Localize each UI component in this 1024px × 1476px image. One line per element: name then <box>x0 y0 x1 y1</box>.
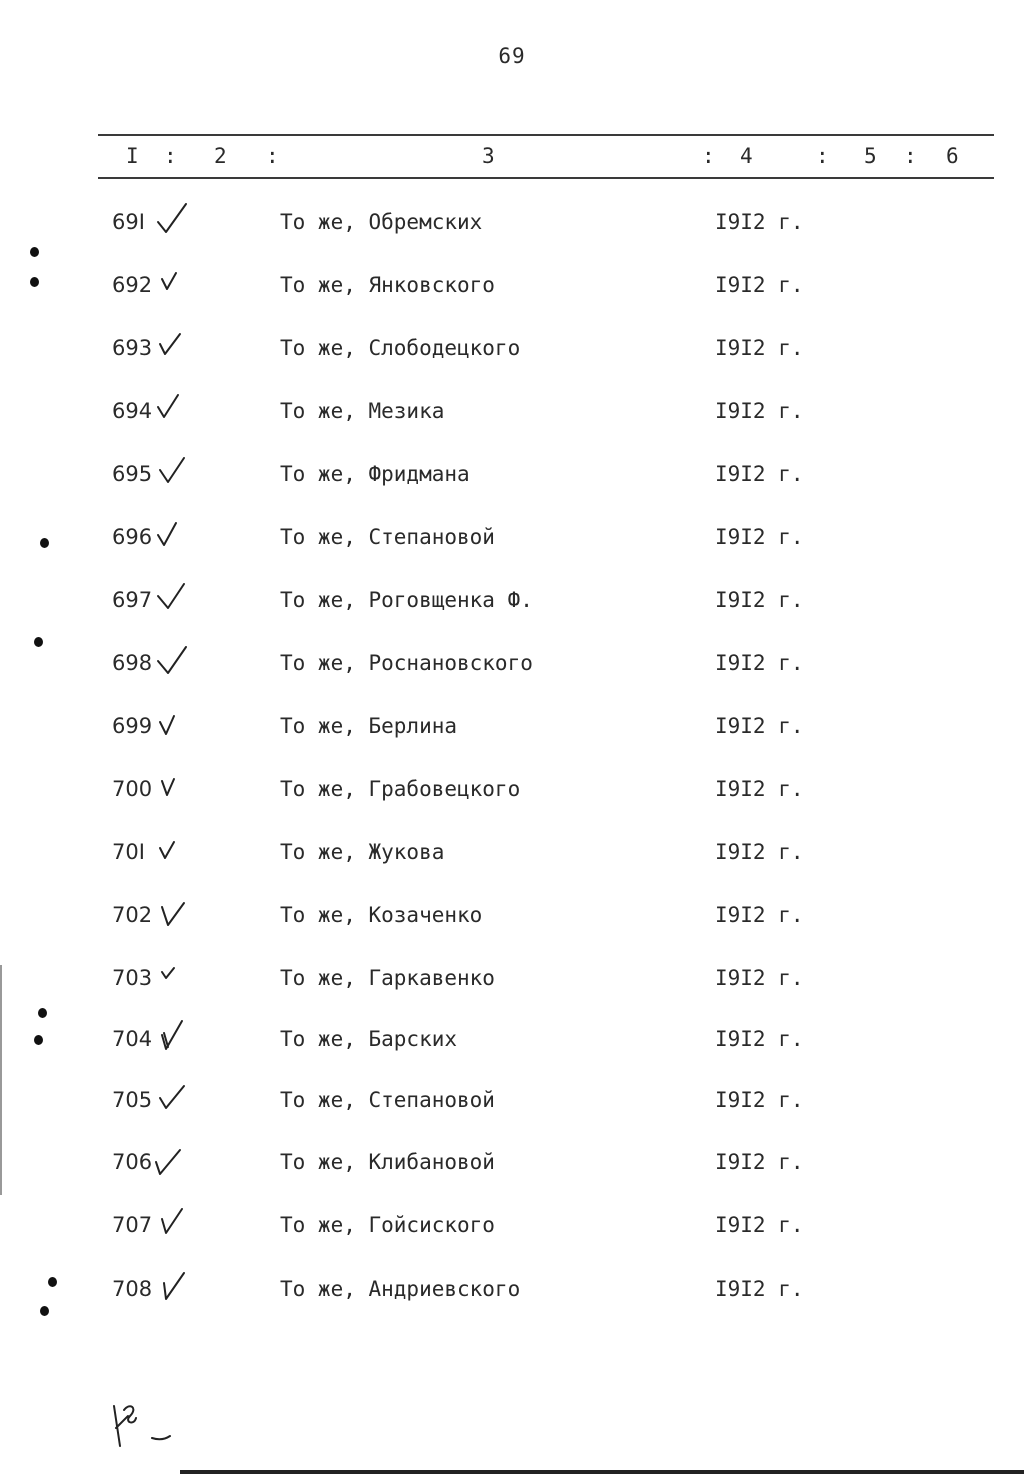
header-separator: : <box>164 144 177 168</box>
record-description: То же, Андриевского <box>280 1277 521 1301</box>
record-year: I9I2 г. <box>715 399 804 423</box>
record-year: I9I2 г. <box>715 210 804 234</box>
record-description: То же, Слободецкого <box>280 336 521 360</box>
punch-hole-mark <box>30 277 39 287</box>
record-year: I9I2 г. <box>715 336 804 360</box>
handwritten-signature <box>108 1398 188 1454</box>
table-row <box>0 895 1024 935</box>
record-number: 700 <box>112 777 153 801</box>
punch-hole-mark <box>40 1306 49 1316</box>
table-row <box>0 832 1024 872</box>
record-year: I9I2 г. <box>715 1027 804 1051</box>
checkmark-icon <box>154 769 190 805</box>
record-description: То же, Гаркавенко <box>280 966 495 990</box>
table-row <box>0 1019 1024 1059</box>
table-row <box>0 202 1024 242</box>
checkmark-icon <box>154 391 190 427</box>
record-year: I9I2 г. <box>715 840 804 864</box>
checkmark-icon <box>154 454 190 490</box>
record-description: То же, Гойсиского <box>280 1213 495 1237</box>
table-row <box>0 769 1024 809</box>
record-description: То же, Обремских <box>280 210 483 234</box>
checkmark-icon <box>154 895 190 931</box>
header-col-6: 6 <box>946 144 959 168</box>
checkmark-icon <box>154 706 190 742</box>
table-row <box>0 328 1024 368</box>
checkmark-icon <box>154 958 190 994</box>
record-year: I9I2 г. <box>715 462 804 486</box>
record-year: I9I2 г. <box>715 651 804 675</box>
table-row <box>0 958 1024 998</box>
record-description: То же, Барских <box>280 1027 458 1051</box>
punch-hole-mark <box>40 538 49 548</box>
table-row <box>0 1205 1024 1245</box>
header-separator: : <box>266 144 279 168</box>
table-row <box>0 517 1024 557</box>
record-year: I9I2 г. <box>715 777 804 801</box>
table-row <box>0 391 1024 431</box>
record-year: I9I2 г. <box>715 1277 804 1301</box>
checkmark-icon <box>154 265 190 301</box>
record-number: 703 <box>112 966 153 990</box>
header-col-4: 4 <box>740 144 753 168</box>
checkmark-icon <box>154 1269 190 1305</box>
record-description: То же, Роснановского <box>280 651 533 675</box>
header-col-1: I <box>126 144 139 168</box>
record-description: То же, Козаченко <box>280 903 483 927</box>
header-col-2: 2 <box>214 144 227 168</box>
header-rule-bottom <box>98 177 994 179</box>
record-year: I9I2 г. <box>715 588 804 612</box>
record-description: То же, Янковского <box>280 273 495 297</box>
record-number: 693 <box>112 336 153 360</box>
table-row <box>0 580 1024 620</box>
record-number: 692 <box>112 273 153 297</box>
record-description: То же, Степановой <box>280 1088 495 1112</box>
record-number: 708 <box>112 1277 153 1301</box>
record-number: 705 <box>112 1088 153 1112</box>
record-number: 695 <box>112 462 153 486</box>
record-number: 70I <box>112 840 145 864</box>
header-rule-top <box>98 134 994 136</box>
table-row <box>0 643 1024 683</box>
record-description: То же, Фридмана <box>280 462 470 486</box>
record-year: I9I2 г. <box>715 966 804 990</box>
punch-hole-mark <box>34 1035 43 1045</box>
record-year: I9I2 г. <box>715 273 804 297</box>
record-description: То же, Степановой <box>280 525 495 549</box>
record-description: То же, Грабовецкого <box>280 777 521 801</box>
record-number: 702 <box>112 903 153 927</box>
table-row <box>0 1142 1024 1182</box>
checkmark-icon <box>154 832 190 868</box>
record-year: I9I2 г. <box>715 1150 804 1174</box>
punch-hole-mark <box>30 247 39 257</box>
record-number: 707 <box>112 1213 153 1237</box>
checkmark-icon <box>154 328 190 364</box>
record-description: То же, Клибановой <box>280 1150 495 1174</box>
record-year: I9I2 г. <box>715 1088 804 1112</box>
checkmark-icon <box>154 1205 190 1241</box>
record-description: То же, Мезика <box>280 399 445 423</box>
record-year: I9I2 г. <box>715 714 804 738</box>
record-number: 697 <box>112 588 153 612</box>
record-description: То же, Роговщенка Ф. <box>280 588 533 612</box>
checkmark-icon <box>154 517 190 553</box>
checkmark-icon <box>154 1142 190 1178</box>
page-number: 69 <box>498 44 526 68</box>
header-separator: : <box>702 144 715 168</box>
record-description: То же, Жукова <box>280 840 445 864</box>
header-separator: : <box>904 144 917 168</box>
checkmark-icon <box>154 643 190 679</box>
table-row <box>0 454 1024 494</box>
record-number: 704 <box>112 1027 153 1051</box>
header-col-3: 3 <box>482 144 495 168</box>
record-year: I9I2 г. <box>715 1213 804 1237</box>
punch-hole-mark <box>34 637 43 647</box>
checkmark-icon <box>154 580 190 616</box>
checkmark-icon <box>154 202 190 238</box>
record-number: 696 <box>112 525 153 549</box>
punch-hole-mark <box>38 1008 47 1018</box>
margin-line <box>0 965 2 1195</box>
record-number: 69I <box>112 210 145 234</box>
checkmark-icon <box>154 1019 190 1055</box>
record-number: 699 <box>112 714 153 738</box>
table-row <box>0 1269 1024 1309</box>
record-number: 698 <box>112 651 153 675</box>
checkmark-icon <box>154 1080 190 1116</box>
page-bottom-edge <box>180 1470 1024 1474</box>
table-row <box>0 1080 1024 1120</box>
header-separator: : <box>816 144 829 168</box>
record-year: I9I2 г. <box>715 525 804 549</box>
record-description: То же, Берлина <box>280 714 458 738</box>
header-col-5: 5 <box>864 144 877 168</box>
record-number: 706 <box>112 1150 153 1174</box>
record-number: 694 <box>112 399 153 423</box>
punch-hole-mark <box>48 1277 57 1287</box>
record-year: I9I2 г. <box>715 903 804 927</box>
table-row <box>0 265 1024 305</box>
table-row <box>0 706 1024 746</box>
